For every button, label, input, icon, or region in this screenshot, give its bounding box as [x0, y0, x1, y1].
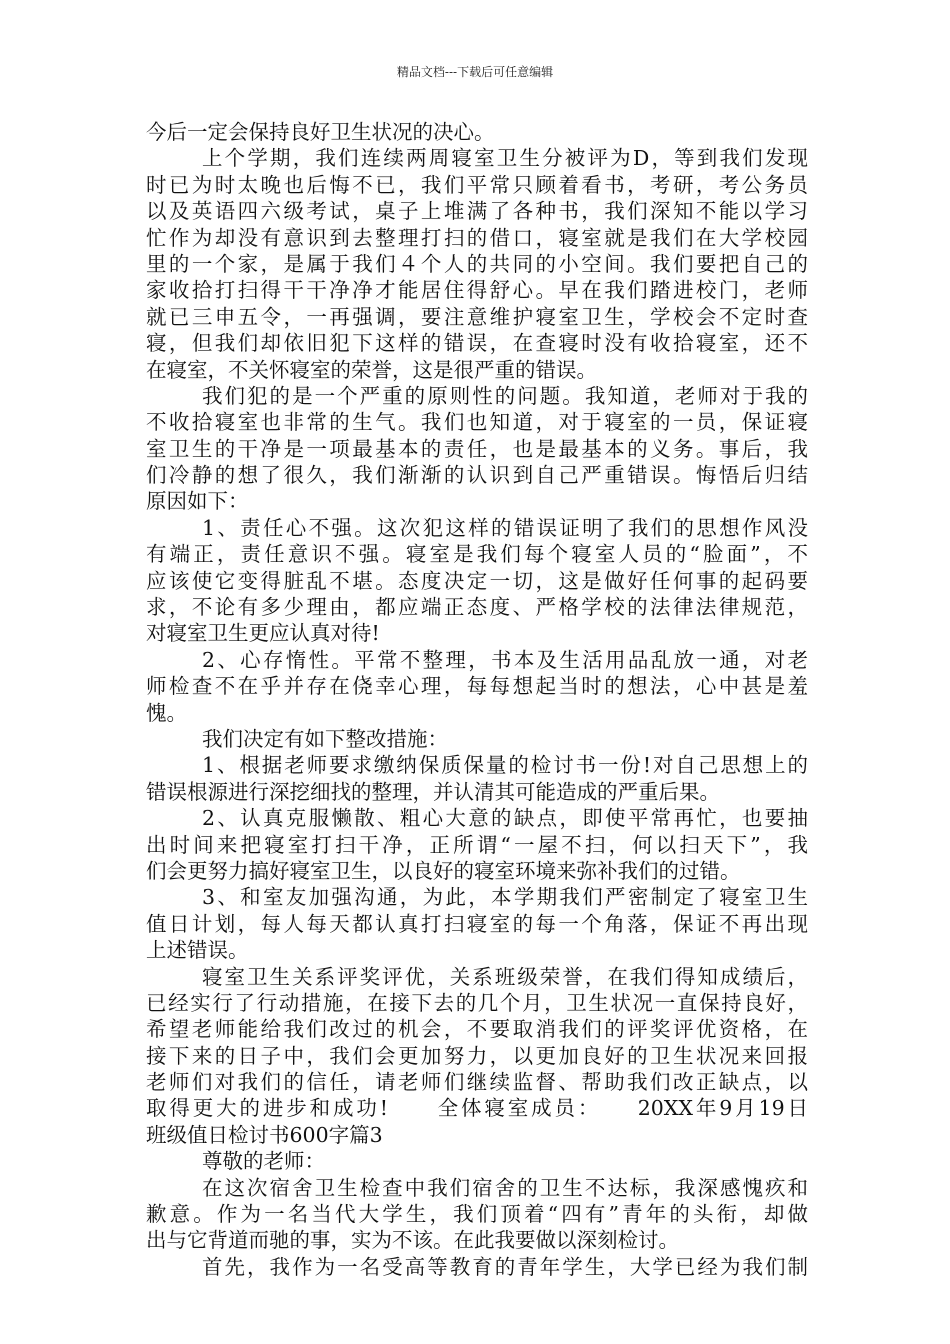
text-line: 在寝室，不关怀寝室的荣誉，这是很严重的错误。: [146, 357, 597, 382]
text-line: 1、责任心不强。这次犯这样的错误证明了我们的思想作风没: [202, 515, 808, 540]
text-line: 值日计划，每人每天都认真打扫寝室的每一个角落，保证不再出现: [146, 911, 808, 936]
text-line: 出与它背道而驰的事，实为不该。在此我要做以深刻检讨。: [146, 1228, 679, 1253]
text-line: 师检查不在乎并存在侥幸心理，每每想起当时的想法，心中甚是羞: [146, 674, 808, 699]
text-line: 寝室卫生关系评奖评优，关系班级荣誉，在我们得知成绩后，: [202, 964, 808, 989]
text-line: 已经实行了行动措施，在接下去的几个月，卫生状况一直保持良好，: [146, 990, 808, 1015]
text-line: 2、心存惰性。平常不整理，书本及生活用品乱放一通，对老: [202, 647, 808, 672]
text-line: 班级值日检讨书600字篇3: [146, 1122, 383, 1147]
text-line: 3、和室友加强沟通，为此，本学期我们严密制定了寝室卫生: [202, 885, 808, 910]
text-line: 我们犯的是一个严重的原则性的问题。我知道，老师对于我的: [202, 383, 808, 408]
text-line: 求，不论有多少理由，都应端正态度、严格学校的法律法律规范，: [146, 595, 808, 620]
text-line: 上个学期，我们连续两周寝室卫生分被评为D，等到我们发现: [202, 146, 808, 171]
text-line: 家收拾打扫得干干净净才能居住得舒心。早在我们踏进校门，老师: [146, 278, 808, 303]
text-line: 们冷静的想了很久，我们渐渐的认识到自己严重错误。悔悟后归结: [146, 463, 808, 488]
page-header: 精品文档---下载后可任意编辑: [396, 65, 554, 79]
text-line: 我们决定有如下整改措施：: [202, 726, 448, 751]
text-line: 们会更努力搞好寝室卫生，以良好的寝室环境来弥补我们的过错。: [146, 858, 741, 883]
text-line: 不收拾寝室也非常的生气。我们也知道，对于寝室的一员，保证寝: [146, 410, 808, 435]
text-line: 错误根源进行深挖细找的整理，并认清其可能造成的严重后果。: [146, 779, 720, 804]
text-line: 寝，但我们却依旧犯下这样的错误，在查寝时没有收拾寝室，还不: [146, 331, 808, 356]
text-line: 愧。: [146, 700, 187, 725]
text-line: 上述错误。: [146, 938, 249, 963]
text-line: 就已三申五令，一再强调，要注意维护寝室卫生，学校会不定时查: [146, 304, 808, 329]
text-line: 首先，我作为一名受高等教育的青年学生，大学已经为我们制: [202, 1254, 808, 1279]
text-line: 在这次宿舍卫生检查中我们宿舍的卫生不达标，我深感愧疚和: [202, 1175, 808, 1200]
text-line: 歉意。作为一名当代大学生，我们顶着“四有”青年的头衔，却做: [146, 1202, 808, 1227]
text-line: 时已为时太晚也后悔不已，我们平常只顾着看书，考研，考公务员: [146, 172, 808, 197]
text-line: 取得更大的进步和成功! 全体寝室成员： 20XX年9月19日: [146, 1096, 808, 1121]
text-line: 今后一定会保持良好卫生状况的决心。: [146, 120, 495, 144]
text-line: 1、根据老师要求缴纳保质保量的检讨书一份!对自己思想上的: [202, 753, 808, 778]
text-line: 老师们对我们的信任，请老师们继续监督、帮助我们改正缺点，以: [146, 1070, 808, 1095]
text-line: 以及英语四六级考试，桌子上堆满了各种书，我们深知不能以学习: [146, 199, 808, 224]
text-line: 有端正，责任意识不强。寝室是我们每个寝室人员的“脸面”，不: [146, 542, 808, 567]
text-line: 尊敬的老师：: [202, 1149, 325, 1174]
text-line: 出时间来把寝室打扫干净，正所谓“一屋不扫，何以扫天下”，我: [146, 832, 808, 857]
text-line: 2、认真克服懒散、粗心大意的缺点，即使平常再忙，也要抽: [202, 806, 808, 831]
text-line: 希望老师能给我们改过的机会，不要取消我们的评奖评优资格，在: [146, 1017, 808, 1042]
text-line: 里的一个家，是属于我们４个人的共同的小空间。我们要把自己的: [146, 251, 808, 276]
text-line: 忙作为却没有意识到去整理打扫的借口，寝室就是我们在大学校园: [146, 225, 808, 250]
text-line: 室卫生的干净是一项最基本的责任，也是最基本的义务。事后，我: [146, 436, 808, 461]
text-line: 应该使它变得脏乱不堪。态度决定一切，这是做好任何事的起码要: [146, 568, 808, 593]
document-body: [146, 119, 808, 1280]
text-line: 对寝室卫生更应认真对待!: [146, 621, 380, 646]
text-line: 原因如下：: [146, 489, 249, 514]
text-line: 接下来的日子中，我们会更加努力，以更加良好的卫生状况来回报: [146, 1043, 808, 1068]
